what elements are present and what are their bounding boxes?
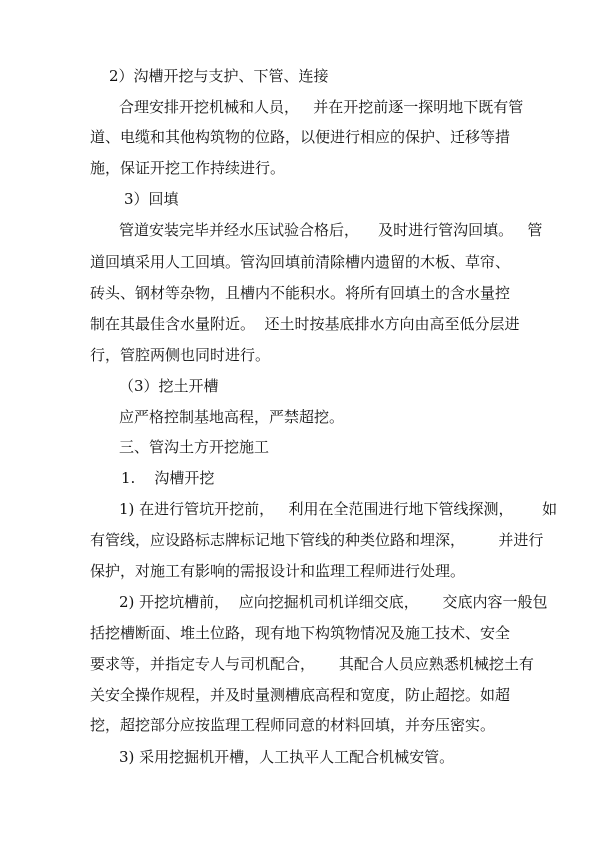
text-line: 有管线，应设路标志牌标记地下管线的种类位路和埋深， 并进行 <box>90 531 544 549</box>
text-line: 保护，对施工有影响的需报设计和监理工程师进行处理。 <box>90 562 466 580</box>
heading-backfill: 3）回填 <box>124 190 179 208</box>
text-line: 道回填采用人工回填。管沟回填前清除槽内遗留的木板、草帘、 <box>90 253 511 271</box>
text-line: 管道安装完毕并经水压试验合格后， 及时进行管沟回填。 管 <box>119 221 543 239</box>
text-line: 关安全操作规程，并及时量测槽底高程和宽度，防止超挖。如超 <box>90 686 511 704</box>
section-heading: 三、管沟土方开挖施工 <box>119 438 270 456</box>
text-line: 合理安排开挖机械和人员， 并在开挖前逐一探明地下既有管 <box>119 98 524 116</box>
text-line: 行，管腔两侧也同时进行。 <box>90 346 271 364</box>
text-line: 应严格控制基地高程，严禁超挖。 <box>119 408 345 426</box>
text-line: 制在其最佳含水量附近。 还土时按基底排水方向由高至低分层进 <box>90 315 520 333</box>
text-line: 2) 开挖坑槽前， 应向挖掘机司机详细交底， 交底内容一般包 <box>119 593 548 611</box>
text-line: 1) 在进行管坑开挖前， 利用在全范围进行地下管线探测， 如 <box>119 500 558 518</box>
text-line: 挖，超挖部分应按监理工程师同意的材料回填，并夯压密实。 <box>90 716 496 734</box>
text-line: 3) 采用挖掘机开槽，人工执平人工配合机械安管。 <box>119 748 455 766</box>
text-line: 括挖槽断面、堆土位路，现有地下构筑物情况及施工技术、安全 <box>90 624 511 642</box>
heading-trench-excavation: 2）沟槽开挖与支护、下管、连接 <box>109 67 329 85</box>
text-line: 砖头、钢材等杂物，且槽内不能积水。将所有回填土的含水量控 <box>90 284 511 302</box>
text-line: 道、电缆和其他构筑物的位路，以便进行相应的保护、迁移等措 <box>90 128 511 146</box>
text-line: 要求等，并指定专人与司机配合， 其配合人员应熟悉机械挖土有 <box>90 655 534 673</box>
heading-earth-trenching: （3）挖土开槽 <box>119 377 219 395</box>
text-line: 施，保证开挖工作持续进行。 <box>90 159 286 177</box>
subsection-heading: 1. 沟槽开挖 <box>121 469 215 487</box>
